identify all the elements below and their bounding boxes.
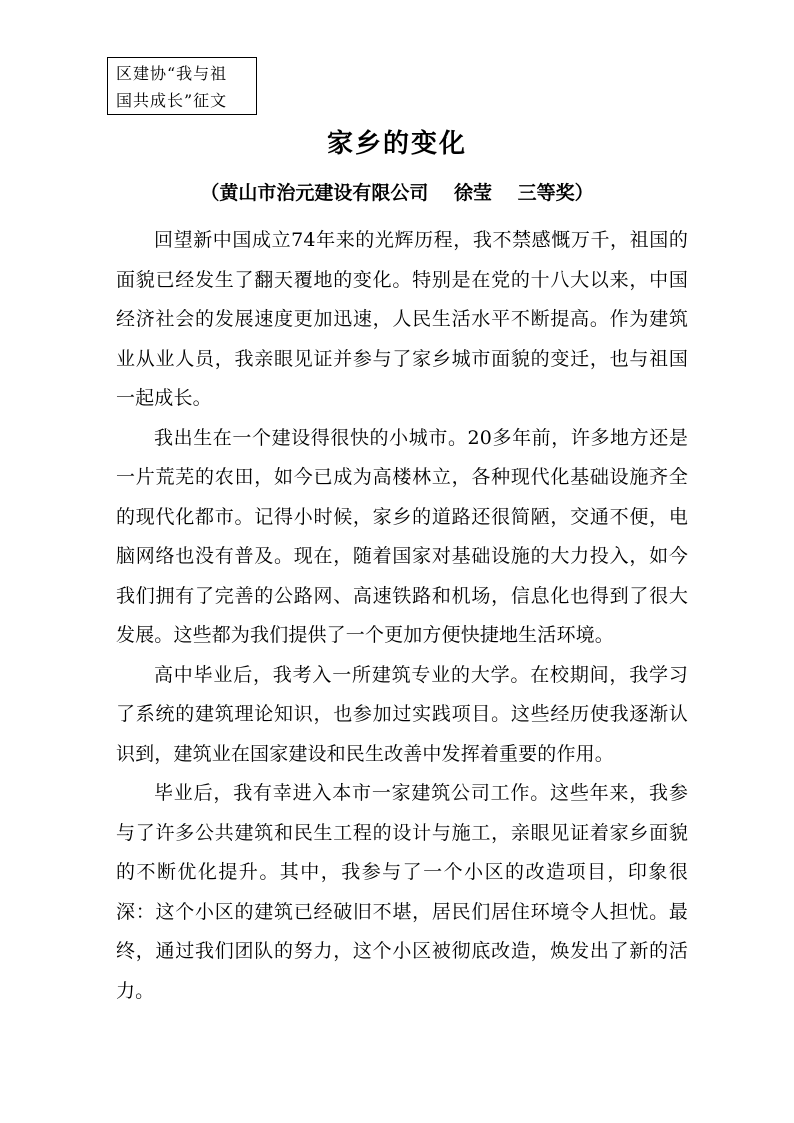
paragraph-2: 我出生在一个建设得很快的小城市。20多年前，许多地方还是一片荒芜的农田，如今已成为高楼林立，各种现代化基础设施齐全的现代化都市。记得小时候，家乡的道路还很简陋，交通不便，电脑网络也没有普及。现在，随着国家对基础设施的大力投入，如今我们拥有了完善的公路网、高速铁路和机场，信息化也得到了很大发展。这些都为我们提供了一个更加方便快捷地生活环境。 xyxy=(116,426,688,646)
paragraph-4: 毕业后，我有幸进入本市一家建筑公司工作。这些年来，我参与了许多公共建筑和民生工程的设计与施工，亲眼见证着家乡面貌的不断优化提升。其中，我参与了一个小区的改造项目，印象很深：这个小区的建筑已经破旧不堪，居民们居住环境令人担忧。最终，通过我们团队的努力，这个小区被彻底改造，焕发出了新的活力。 xyxy=(116,782,688,1002)
category-line-1: 区建协“我与祖 xyxy=(116,64,228,83)
author-byline: （黄山市治元建设有限公司 徐莹 三等奖） xyxy=(200,182,594,204)
category-line-2: 国共成长”征文 xyxy=(116,91,228,110)
paragraph-1: 回望新中国成立74年来的光辉历程，我不禁感慨万千，祖国的面貌已经发生了翻天覆地的变化。特别是在党的十八大以来，中国经济社会的发展速度更加迅速，人民生活水平不断提高。作为建筑业从业人员，我亲眼见证并参与了家乡城市面貌的变迁，也与祖国一起成长。 xyxy=(116,229,688,409)
paragraph-3: 高中毕业后，我考入一所建筑专业的大学。在校期间，我学习了系统的建筑理论知识，也参加过实践项目。这些经历使我逐渐认识到，建筑业在国家建设和民生改善中发挥着重要的作用。 xyxy=(116,663,688,765)
essay-body xyxy=(116,221,688,1011)
essay-category-box xyxy=(107,57,257,115)
essay-title: 家乡的变化 xyxy=(326,129,467,159)
